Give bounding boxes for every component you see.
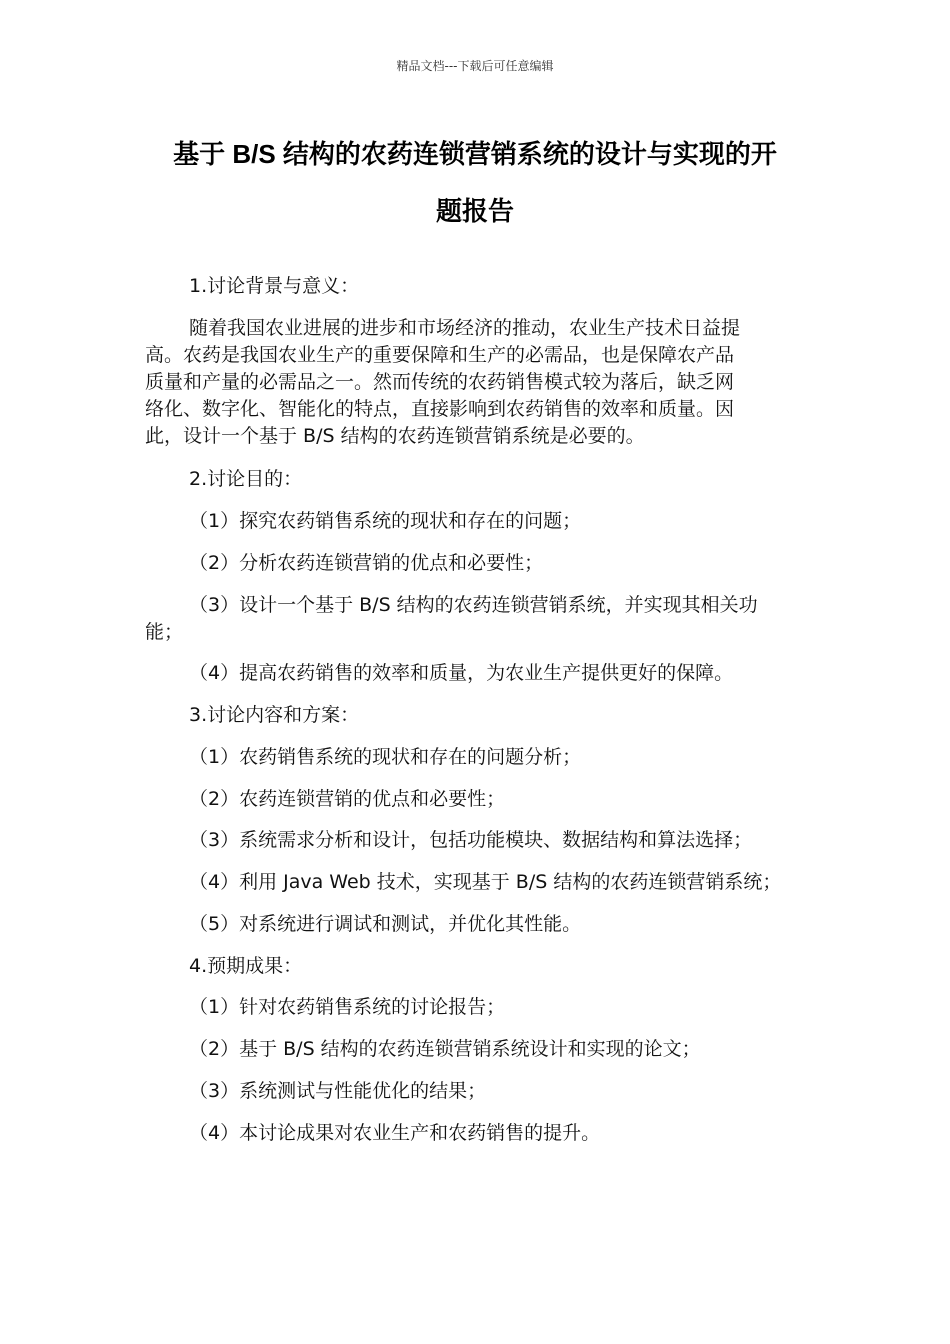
section-3-item: （3）系统需求分析和设计，包括功能模块、数据结构和算法选择； (189, 829, 753, 851)
section-2-item: （2）分析农药连锁营销的优点和必要性； (189, 552, 544, 574)
document-title-line-2: 题报告 (435, 196, 514, 226)
section-4-heading: 4.预期成果： (189, 955, 303, 977)
section-2-item: （4）提高农药销售的效率和质量，为农业生产提供更好的保障。 (189, 662, 734, 684)
section-1-paragraph-line: 络化、数字化、智能化的特点，直接影响到农药销售的效率和质量。因 (145, 398, 735, 420)
section-2-heading: 2.讨论目的： (189, 468, 303, 490)
page-header-note: 精品文档---下载后可任意编辑 (396, 59, 554, 73)
section-4-item: （3）系统测试与性能优化的结果； (189, 1080, 487, 1102)
section-1-paragraph-line: 此，设计一个基于 B/S 结构的农药连锁营销系统是必要的。 (145, 425, 645, 447)
section-2-item: （3）设计一个基于 B/S 结构的农药连锁营销系统，并实现其相关功 (189, 594, 758, 616)
section-1-paragraph-line: 随着我国农业进展的进步和市场经济的推动，农业生产技术日益提 (189, 317, 741, 339)
section-2-item-continuation: 能； (145, 621, 184, 643)
section-4-item: （4）本讨论成果对农业生产和农药销售的提升。 (189, 1122, 601, 1144)
section-3-item: （5）对系统进行调试和测试，并优化其性能。 (189, 913, 582, 935)
section-4-item: （1）针对农药销售系统的讨论报告； (189, 996, 506, 1018)
section-3-item: （1）农药销售系统的现状和存在的问题分析； (189, 746, 582, 768)
section-3-item: （4）利用 Java Web 技术，实现基于 B/S 结构的农药连锁营销系统； (189, 871, 782, 893)
document-title-line-1: 基于 B/S 结构的农药连锁营销系统的设计与实现的开 (173, 139, 777, 169)
section-4-item: （2）基于 B/S 结构的农药连锁营销系统设计和实现的论文； (189, 1038, 701, 1060)
section-2-item: （1）探究农药销售系统的现状和存在的问题； (189, 510, 582, 532)
section-1-heading: 1.讨论背景与意义： (189, 275, 360, 297)
section-1-paragraph-line: 质量和产量的必需品之一。然而传统的农药销售模式较为落后，缺乏网 (145, 371, 735, 393)
section-3-heading: 3.讨论内容和方案： (189, 704, 360, 726)
section-1-paragraph-line: 高。农药是我国农业生产的重要保障和生产的必需品，也是保障农产品 (145, 344, 735, 366)
section-3-item: （2）农药连锁营销的优点和必要性； (189, 788, 506, 810)
